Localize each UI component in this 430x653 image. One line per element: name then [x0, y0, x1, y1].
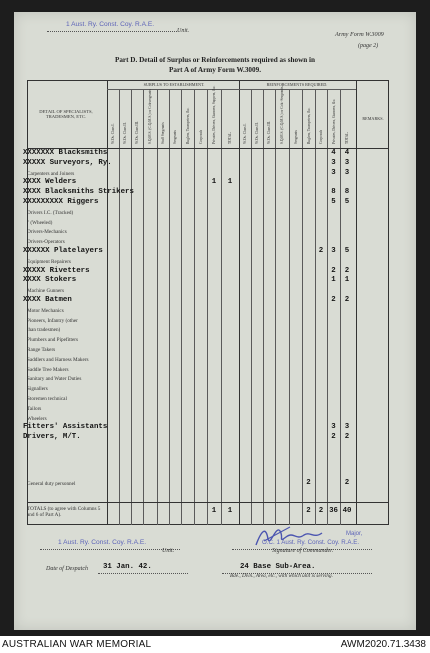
table-row-label: XXXX Welders — [23, 178, 77, 187]
title-line-1: Part D. Detail of Surplus or Reinforcements required as shown in — [114, 56, 316, 64]
table-row-label: Equipment Repairers — [27, 258, 71, 265]
table-row-label: Saddle Tree Makers — [27, 366, 69, 373]
table-cell-value: 8 — [331, 188, 336, 197]
unit-line-bottom — [40, 549, 180, 550]
commander-signature — [250, 521, 330, 551]
table-row-label: Drivers-Mechanics — [27, 229, 67, 236]
surplus-header: SURPLUS TO ESTABLISHMENT. — [143, 82, 205, 87]
grid-line — [181, 89, 182, 525]
table-row-label: XXXX Stokers — [23, 276, 77, 285]
table-row-label: XXXXX Surveyors, Ry. — [23, 158, 112, 167]
totals-label: TOTALS (to agree with Columns 5 and 6 of Part A). — [27, 506, 101, 518]
table-cell-value: 2 — [344, 433, 350, 442]
table-row-label: Signallers — [27, 386, 48, 393]
surplus-column-header: S.Q.M.S. (C.Q.M.S.) or Colrsergeants — [148, 89, 152, 144]
surplus-column-header: W.Os. Class II. — [123, 122, 127, 144]
table-row-label: than tradesmen) — [27, 327, 61, 334]
table-cell-value: 4 — [344, 149, 350, 157]
table-cell-value: 3 — [331, 168, 336, 177]
grid-line — [221, 89, 222, 525]
table-cell-value: 2 — [306, 507, 311, 515]
grid-line — [131, 89, 132, 525]
grid-line — [143, 89, 144, 525]
surplus-column-header: Privates, Drivers, Gunners, Sappers, &c. — [212, 85, 216, 144]
table-row-label: " (Wheeled) — [27, 219, 53, 226]
table-cell-value: 3 — [331, 247, 336, 255]
table-row-label: Pioneers, Infantry (other — [27, 317, 78, 324]
table-cell-value: 3 — [344, 168, 350, 177]
table-cell-value: 40 — [342, 507, 352, 515]
table-row-label: XXXXXXX Blacksmiths — [23, 149, 108, 157]
table-cell-value: 4 — [331, 149, 336, 157]
table-cell-value: 3 — [331, 158, 336, 167]
caption-bar — [0, 636, 430, 653]
table-cell-value: 3 — [344, 423, 350, 432]
form-reference: Army Form W.3009 — [335, 31, 384, 38]
table-cell-value: 2 — [344, 296, 350, 304]
table-row-label: XXXX Blacksmiths Strikers — [23, 188, 134, 197]
table-row-label: Plumbers and Pipefitters — [27, 337, 79, 344]
reinforcement-column-header: W.Os. Class III. — [267, 121, 271, 144]
grid-line — [356, 80, 357, 525]
unit-label-top: Unit. — [177, 28, 190, 34]
serving-area: 24 Base Sub-Area. — [240, 563, 316, 571]
surplus-column-header: TOTAL. — [228, 131, 232, 144]
oc-stamp: O.C. 1 Aust. Ry. Const. Coy. R.A.E. — [262, 539, 360, 546]
caption-left: AUSTRALIAN WAR MEMORIAL — [2, 639, 152, 650]
table-cell-value: 5 — [344, 247, 350, 255]
unit-stamp-bottom: 1 Aust. Ry. Const. Coy. R.A.E. — [58, 539, 147, 546]
table-cell-value: 1 — [227, 178, 233, 187]
unit-line — [47, 31, 177, 32]
remarks-header: REMARKS. — [362, 116, 384, 121]
title-line-2: Part A of Army Form W.3009. — [168, 66, 262, 74]
table-cell-value: 5 — [331, 198, 336, 206]
table-cell-value: 2 — [331, 266, 336, 275]
reinforcements-header: REINFORCEMENTS REQUIRED. — [266, 82, 328, 87]
table-cell-value: 1 — [331, 276, 336, 285]
table-cell-value: 2 — [318, 247, 324, 255]
reinforcement-column-header: S.Q.M.S. (C.Q.M.S.) or Colr.-Sergeants. — [280, 85, 284, 144]
despatch-label: Date of Despatch — [46, 566, 88, 572]
general-duty-label: General duty personnel — [27, 481, 76, 487]
grid-line — [239, 80, 240, 525]
grid-line — [169, 89, 170, 525]
table-cell-value: 2 — [318, 507, 324, 515]
signature-label: Signature of Commander. — [272, 548, 334, 554]
table-cell-value: 36 — [329, 507, 338, 515]
grid-line — [119, 89, 120, 525]
table-cell-value: 5 — [344, 198, 350, 206]
table-row-label: XXXXXXXXX Riggers — [23, 198, 99, 206]
reinforcement-column-header: Corporals — [319, 129, 323, 144]
table-row-label: Drivers I.C. (Tracked) — [27, 209, 74, 216]
reinforcement-column-header: TOTAL. — [345, 131, 349, 144]
table-cell-value: 3 — [344, 158, 350, 167]
specialists-header: DETAIL OF SPECIALISTS, TRADESMEN, ETC. — [39, 109, 93, 119]
table-cell-value: 1 — [211, 507, 217, 515]
grid-line — [27, 502, 389, 503]
unit-label-bottom: Unit. — [162, 548, 175, 554]
table-row-label: Sanitary and Water Duties — [27, 376, 82, 383]
page-reference: (page 2) — [358, 43, 379, 49]
table-row-label: Fitters' Assistants — [23, 423, 108, 432]
despatch-date: 31 Jan. 42. — [103, 563, 152, 571]
grid-line — [302, 89, 303, 525]
grid-line — [251, 89, 252, 525]
surplus-column-header: Sergeants — [173, 130, 177, 144]
reinforcement-column-header: W.Os. Class II. — [255, 122, 259, 144]
grid-line — [207, 89, 208, 525]
serving-label: Bde., Divn., Area, etc., with which unit is serving. — [230, 573, 333, 579]
table-row-label: XXXX Batmen — [23, 296, 72, 304]
table-row-label: Range Takers — [27, 347, 56, 353]
table-row-label: XXXXX Rivetters — [23, 266, 90, 275]
grid-line — [315, 89, 316, 525]
table-row-label: Carpenters and Joiners — [27, 170, 75, 177]
table-row-label: Storemen technical — [27, 396, 67, 402]
grid-line — [107, 80, 108, 525]
table-cell-value: 2 — [331, 433, 336, 442]
table-row-label: Drivers-Operators — [27, 239, 65, 246]
table-row-label: Machine Gunners — [27, 288, 65, 295]
table-row-label: Drivers, M/T. — [23, 433, 81, 442]
grid-line — [263, 89, 264, 525]
detail-table — [23, 80, 389, 525]
grid-line — [289, 89, 290, 525]
table-cell-value: 1 — [227, 507, 233, 515]
table-row-label: XXXXXX Platelayers — [23, 247, 103, 255]
rank-stamp: Major, — [346, 531, 363, 537]
grid-line — [327, 89, 328, 525]
grid-line — [194, 89, 195, 525]
unit-stamp-top: 1 Aust. Ry. Const. Coy. R.A.E. — [66, 21, 155, 28]
grid-line — [340, 89, 341, 525]
table-row-label: Tailors — [27, 405, 42, 412]
table-cell-value: 2 — [331, 296, 336, 304]
table-row-label: Motor Mechanics — [27, 307, 64, 314]
grid-line — [157, 89, 158, 525]
table-cell-value: 8 — [344, 188, 350, 197]
table-cell-value: 2 — [344, 266, 350, 275]
grid-line — [275, 89, 276, 525]
surplus-column-header: Staff Sergeants — [161, 122, 165, 144]
despatch-line — [98, 573, 188, 574]
reinforcement-column-header: Buglers, Trumpeters, &c. — [306, 107, 311, 144]
table-cell-value: 2 — [306, 479, 311, 487]
surplus-column-header: Buglers, Trumpeters, &c. — [185, 107, 190, 144]
reinforcement-column-header: Privates, Drivers, Gunners, &c. — [331, 98, 336, 144]
table-cell-value: 3 — [331, 423, 336, 432]
surplus-column-header: W.Os. Class III. — [135, 121, 139, 144]
caption-right: AWM2020.71.3438 — [340, 639, 426, 650]
table-cell-value: 1 — [211, 178, 217, 187]
table-row-label: Wheelers — [27, 415, 47, 422]
reinforcement-column-header: W.Os. Class I. — [243, 123, 247, 144]
table-cell-value: 1 — [344, 276, 350, 285]
reinforcement-column-header: Sergeants — [293, 130, 298, 144]
table-cell-value: 2 — [344, 479, 350, 487]
surplus-column-header: W.Os. Class I. — [111, 123, 115, 144]
surplus-column-header: Corporals — [198, 129, 203, 144]
table-row-label: Saddlers and Harness Makers — [27, 356, 89, 363]
grid-line — [107, 89, 356, 90]
